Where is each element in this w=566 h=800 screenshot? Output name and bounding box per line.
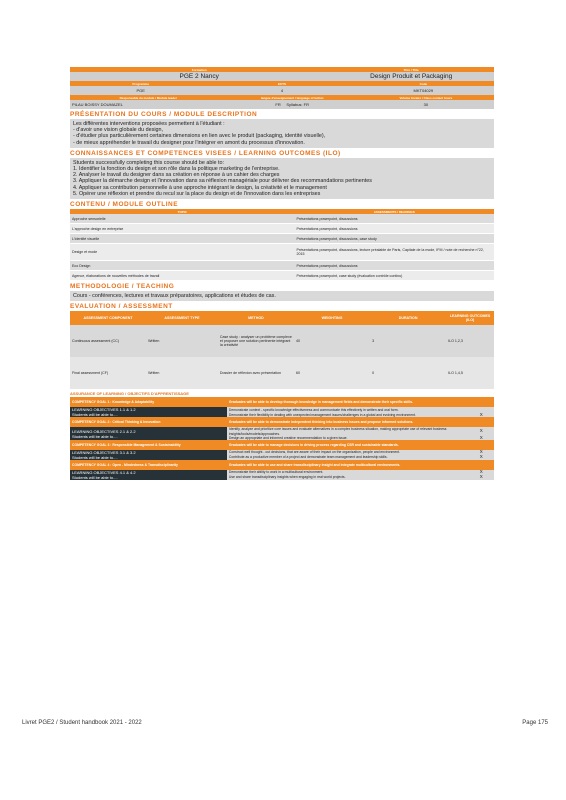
eval-cell: ILO 1,4,5 — [446, 357, 494, 389]
goal-title: COMPETENCY GOAL 2 : Critical Thinking & Innovation — [70, 417, 227, 427]
programme-label: Programme — [70, 81, 211, 86]
presentation-line: - de mieux appréhender le travail du designer pour l'intégrer en amont du processus d'innovation. — [73, 139, 305, 146]
goal-header — [70, 440, 494, 450]
goal-item-text: Contribute as a productive member of a project and demonstrate team management and leadership skills. — [227, 455, 469, 460]
presentation-body — [70, 119, 494, 148]
table-row — [70, 214, 494, 224]
goal-description: Graduates will be able to use and share transdisciplinary insight and integrate multicultural environments. — [227, 460, 494, 470]
assurance-table — [70, 397, 494, 480]
competence-line: 4. Appliquer sa contribution personnelle à une approche intégrant le design, la créativité et le management — [73, 184, 327, 191]
table-row — [70, 224, 494, 234]
goal-item-mark: X — [469, 412, 494, 417]
goal-title: COMPETENCY GOAL 3 : Responsible Management & Sustainability — [70, 440, 227, 450]
syllabus-label: Syllabus: — [286, 102, 303, 107]
outline-rows — [70, 214, 494, 281]
goal-title: COMPETENCY GOAL 4 : Open - Mindedness & Transdisciplinarity — [70, 460, 227, 470]
lo-title: LEARNING OBJECTIVES 2.1 & 2.2 — [72, 428, 136, 434]
goal-description: Graduates will be able to develop thorough knowledge in management fields and demonstrate their specific skills. — [227, 397, 494, 407]
goal-item-text: Design an appropriate and informed creative recommendation to a given issue. — [227, 436, 469, 440]
goal-item-mark: X — [469, 436, 494, 440]
goal-item-text: Construct well thought - out decisions, that are aware of their impact on the organization, people and environment. — [227, 450, 469, 455]
eval-header: METHOD — [218, 311, 294, 325]
goal-item-text: Demonstrate context - specific knowledge effectiveness and communicate this effectively in written and oral form. — [227, 407, 469, 412]
outline-assess: Présentations powerpoint, discussions — [294, 224, 494, 234]
eval-cell: 3 — [370, 325, 446, 357]
goal-item-mark: X — [469, 470, 494, 475]
langue-cell — [227, 100, 358, 109]
formation-label: Formation — [70, 67, 328, 72]
eval-header: WEIGHTING — [294, 311, 370, 325]
programme-value: PGE — [70, 86, 211, 95]
eval-header: LEARNING OUTCOMES (ILO) — [446, 311, 494, 325]
titre-value: Design Produit et Packaging — [328, 72, 494, 81]
eval-cell: ILO 1,2,3 — [446, 325, 494, 357]
formation-value: PGE 2 Nancy — [70, 72, 328, 81]
goal-item-text: Demonstrate their ability to work in a multicultural environment. — [227, 470, 469, 475]
eval-cell: 40 — [294, 325, 370, 357]
methodology-text: Cours - conférences, lectures et travaux préparatoires, applications et études de cas. — [73, 293, 276, 300]
outline-topic: L'identité visuelle — [70, 234, 294, 244]
resp-value: PILAU BOISSY DOUMAZEL — [70, 100, 227, 109]
learning-objectives-cell — [70, 470, 227, 480]
goal-header — [70, 397, 494, 407]
lo-title: LEARNING OBJECTIVES 4.1 & 4.2 — [72, 470, 136, 476]
eval-header: ASSESSMENT TYPE — [146, 311, 218, 325]
outline-topic-header: TOPIC — [70, 209, 294, 214]
eval-cell: Final assessment (CF) — [70, 357, 146, 389]
outline-assess: Présentations powerpoint, discussions, case study — [294, 234, 494, 244]
competence-line: 1. Identifier la fonction du design et son rôle dans la politique marketing de l'entreprise. — [73, 166, 280, 173]
code-value: MKT04029 — [353, 86, 494, 95]
eval-cell: Continuous assessment (CC) — [70, 325, 146, 357]
table-row — [70, 234, 494, 244]
langue-label: langue d'enseignement / language of tuition — [227, 95, 358, 100]
competence-line: 5. Opérer une réflexion et prendre du recul sur la place du design et de l'innovation dans les entreprises — [73, 190, 321, 197]
competences-body — [70, 158, 494, 199]
competence-line: Students successfully completing this course should be able to: — [73, 159, 225, 166]
outline-assess: Présentations powerpoint, discussions, lecture préalable de Paris, Capitale de la mode, IFM / note de recherche n°22, 2015 — [294, 244, 494, 261]
eval-cell: Written — [146, 325, 218, 357]
outline-title: CONTENU / MODULE OUTLINE — [70, 201, 179, 209]
eval-cell: Dossier de réflexion avec présentation — [218, 357, 294, 389]
learning-objectives-cell — [70, 427, 227, 440]
goal-item-mark: X — [469, 475, 494, 480]
goal-header — [70, 460, 494, 470]
page-footer — [22, 720, 548, 726]
goal-item-mark: X — [469, 450, 494, 455]
outline-assess: Présentations powerpoint, discussions — [294, 261, 494, 271]
ects-value: 4 — [211, 86, 352, 95]
evaluation-table — [70, 311, 494, 389]
lo-subtitle: Students will be able to.... — [72, 412, 118, 418]
presentation-line: Les différentes interventions proposées permettent à l'étudiant : — [73, 121, 225, 127]
competence-line: 2. Analyser le travail du designer dans sa création en réponse à un cahier des charges — [73, 172, 280, 179]
code-label: Code — [353, 81, 494, 86]
learning-objectives-cell — [70, 407, 227, 417]
resp-label: Responsable du module / Module leader — [70, 95, 227, 100]
table-row — [70, 357, 494, 389]
course-sheet — [70, 67, 494, 480]
goal-item-text: Use and share transdisciplinary insights when engaging in real world projects. — [227, 475, 469, 480]
course-leader-table — [70, 95, 494, 109]
hours-value: 30 — [358, 100, 494, 109]
eval-cell: Case study : analyser un problème complexe et proposer une solution pertinente intégrant la créativité — [218, 325, 294, 357]
methodology-body — [70, 291, 494, 301]
page-number: Page 175 — [522, 720, 548, 726]
footer-title: Livret PGE2 / Student handbook 2021 - 2022 — [22, 720, 142, 726]
outline-assess: Présentations powerpoint, case study (évaluation contrôle continu) — [294, 271, 494, 281]
eval-header: DURATION — [370, 311, 446, 325]
learning-objectives-cell — [70, 450, 227, 460]
ects-label: ECTS — [211, 81, 352, 86]
lo-subtitle: Students will be able to.... — [72, 475, 118, 481]
course-header-table — [70, 67, 494, 81]
table-row — [70, 271, 494, 281]
volume-label: Volume horaire / Class contact hours — [358, 95, 494, 100]
table-row — [70, 261, 494, 271]
goal-item-mark: X — [469, 455, 494, 460]
goal-description: Graduates will be able to demonstrate independent thinking into business issues and propose informed solutions. — [227, 417, 494, 427]
lo-subtitle: Students will be able to.... — [72, 433, 118, 439]
goal-title: COMPETENCY GOAL 1 : Knowledge & Adaptability — [70, 397, 227, 407]
syllabus-value: FR — [303, 102, 310, 107]
outline-topic: Agence, élaborations de nouvelles méthodes de travail — [70, 271, 294, 281]
goal-description: Graduates will be able to manage decisions in driving process regarding CSR and sustainable standards. — [227, 440, 494, 450]
langue-value: FR — [275, 102, 281, 107]
outline-topic: L'approche design en entreprise — [70, 224, 294, 234]
lo-title: LEARNING OBJECTIVES 3.1 & 3.2 — [72, 450, 136, 456]
competences-title: CONNAISSANCES ET COMPETENCES VISEES / LEARNING OUTCOMES (ILO) — [70, 149, 341, 157]
outline-topic: Eco Design — [70, 261, 294, 271]
goal-item-text: Identify, analyze and prioritize core issues and evaluate alternatives in a complex business situation, making appropriate use of relevant business insights/tools/models/approaches. — [227, 427, 469, 436]
methodology-title: METHODOLOGIE / TEACHING — [70, 283, 175, 291]
presentation-line: - d'avoir une vision globale du design, — [73, 127, 164, 134]
eval-cell: Written — [146, 357, 218, 389]
eval-cell: 60 — [294, 357, 370, 389]
evaluation-title: EVALUATION / ASSESSMENT — [70, 303, 173, 311]
assurance-title: ASSURANCE OF LEARNING / OBJECTIFS D'APPRENTISSAGE — [70, 391, 189, 397]
lo-subtitle: Students will be able to.... — [72, 455, 118, 461]
goal-item-row — [70, 427, 494, 436]
outline-topic: Design et mode — [70, 244, 294, 261]
course-meta-table — [70, 81, 494, 95]
eval-cell: 0 — [370, 357, 446, 389]
presentation-line: - d'étudier plus particulièrement certaines dimensions en lien avec le produit (packaging, identité visuelle), — [73, 133, 326, 140]
goal-header — [70, 417, 494, 427]
competence-line: 3. Appliquer la démarche design et l'innovation dans sa réflexion managériale pour délivrer des recommandations pertinentes — [73, 178, 372, 185]
lo-title: LEARNING OBJECTIVES 1.1 & 1.2 — [72, 407, 136, 413]
eval-header: ASSESSMENT COMPONENT — [70, 311, 146, 325]
table-row — [70, 325, 494, 357]
outline-topic: Approche sensorielle — [70, 214, 294, 224]
presentation-title: PRÉSENTATION DU COURS / MODULE DESCRIPTION — [70, 111, 258, 118]
goal-item-text: Demonstrate their flexibility in dealing with unexpected management issues/challenges in a global and evolving environment. — [227, 412, 469, 417]
table-row — [70, 244, 494, 261]
outline-assess-header: ASSESSMENTS / READINGS — [294, 209, 494, 214]
titre-label: Titre / Title — [328, 67, 494, 72]
outline-assess: Présentations powerpoint, discussions — [294, 214, 494, 224]
goal-item-mark: X — [469, 427, 494, 436]
